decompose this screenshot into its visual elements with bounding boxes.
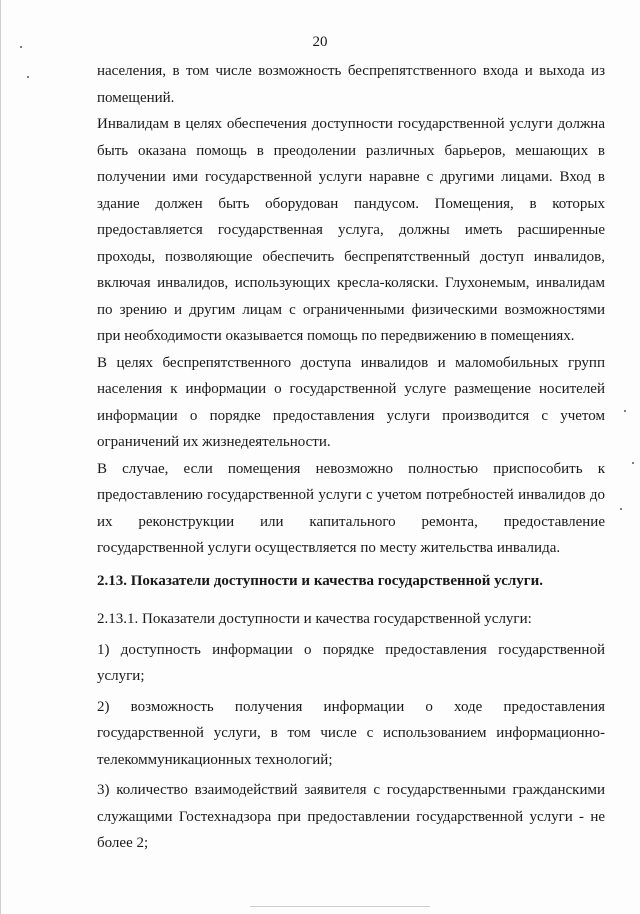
section-item-1: 1) доступность информации о порядке предоставления государственной услуги; [97,641,605,684]
paragraph-1: населения, в том числе возможность беспрепятственного входа и выхода из помещений. [97,63,605,106]
paragraph-2: Инвалидам в целях обеспечения доступности государственной услуги должна быть оказана помощь в преодолении различных барьеров, мешающих в получении ими государственной услуги наравне с другими лицами. Вход в здание должен быть оборудован пандусом. Помещения, в которых предоставляется государственная услуга, должны иметь расширенные проходы, позволяющие обеспечить беспрепятственный доступ инвалидов, включая инвалидов, использующих кресла-коляски. Глухонемым, инвалидам по зрению и другим лицам с ограниченными физическими возможностями при необходимости оказывается помощь по передвижению в помещениях. [97,116,605,344]
section-heading: 2.13. Показатели доступности и качества государственной услуги. [97,573,543,589]
page-number: 20 [312,34,328,50]
scan-speck [27,76,29,78]
section-item-0: 2.13.1. Показатели доступности и качества государственной услуги: [97,611,532,627]
scan-speck [632,462,634,464]
scan-speck [620,508,622,510]
body-text [97,58,605,562]
section-item-2: 2) возможность получения информации о ходе предоставления государственной услуги, в том числе с использованием информационно-телекоммуникационных технологий; [97,698,605,768]
section-body [97,606,605,861]
scan-speck [20,46,22,48]
scan-left-edge [0,0,1,914]
paragraph-4: В случае, если помещения невозможно полностью приспособить к предоставлению государственной услуги с учетом потребностей инвалидов до их реконструкции или капитального ремонта, предоставление государственной услуги осуществляется по месту жительства инвалида. [97,460,605,556]
scan-bottom-edge [250,906,430,907]
section-item-3: 3) количество взаимодействий заявителя с государственными гражданскими служащими Гостехнадзора при предоставлении государственной услуги - не более 2; [97,782,605,851]
paragraph-3: В целях беспрепятственного доступа инвалидов и маломобильных групп населения к информации о государственной услуге размещение носителей информации о порядке предоставления услуги производится с учетом ограничений их жизнедеятельности. [97,354,605,450]
scan-speck [624,410,626,412]
